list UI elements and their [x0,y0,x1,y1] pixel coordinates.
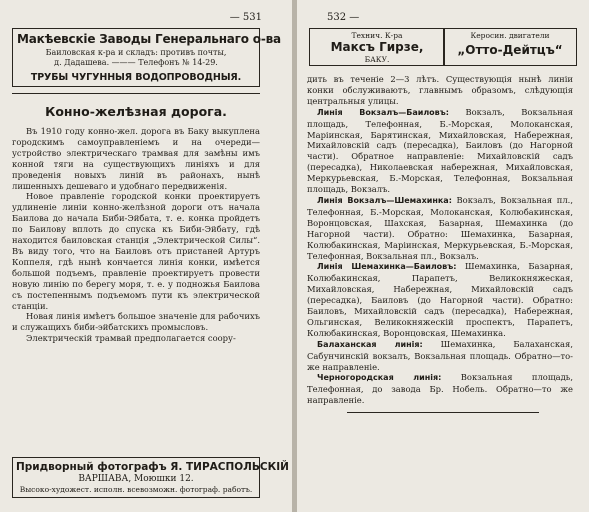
route-entry [307,195,573,261]
page-number: 532 — [327,12,360,23]
ad-city: ВАРШАВА, Моюшки 12. [78,474,194,484]
advertisement-hirze [309,28,445,66]
article-title: Конно-желѣзная дорога. [45,104,227,119]
ad-title: Макѣевскiе Заводы Генеральнаго о-ва [17,32,281,46]
route-label: Линiя Шемахинка—Баиловъ: [317,262,457,272]
route-label: Линiя Вокзалъ—Баиловъ: [317,107,449,117]
route-text: Вокзальная площадь, Телефонная, до завода Бр. Нобель. Обратно—то же направленiе. [307,372,573,406]
left-page [0,0,292,512]
route-label: Черногородская линiя: [317,373,442,383]
route-text: Шемахинка, Базарная, Колюбакинская, Парапетъ, Великокняжеская, Михайловская, Набережная, Михайловскiй садъ (пересадка), Баиловъ (до Нагорной части). Обратно: Баиловъ, Михайловскiй садъ (пересадка), Набережная, Ольгинская, Великокняжескiй проспектъ, Парапетъ, Колюбакинская, Воронцовская, Шемахинка. [307,261,573,338]
route-text: Вокзалъ, Вокзальная площадь, Телефонная, Б.-Морская, Молоканская, Марiинская, Барятинская, Михайловская, Набережная, Михайловскiй садъ (пересадка), Баиловъ (до Нагорной части). Обратное направленiе: Михайловскiй садъ (пересадка), Николаевская набережная, Михайловская, Меркурьевская, Б.-Морская, Телефонная, Вокзальная площадь, Вокзалъ. [307,106,573,195]
route-text: Шемахинка, Балаханская, Сабунчинскiй вокзалъ, Вокзальная площадь. Обратно—то-же направленiе. [307,338,573,372]
ad-city: БАКУ. [364,55,390,64]
route-entry [307,107,573,195]
ad-subtitle: Керосин. двигатели [470,31,550,40]
paragraph: Электрическiй трамвай предполагается соору- [26,333,236,344]
route-entry [307,261,573,338]
route-label: Балаханская линiя: [317,339,423,349]
paragraph: дить въ теченiе 2—3 лѣтъ. Существующiя нынѣ линiи конки обслуживаютъ, главнымъ образомъ, слѣдующiя центральныя улицы. [307,74,573,106]
ad-slogan: ТРУБЫ ЧУГУННЫЯ ВОДОПРОВОДНЫЯ. [30,72,242,83]
route-label: Линiя Вокзалъ—Шемахинка: [317,195,452,205]
route-entry [307,372,573,406]
paragraph: Въ 1910 году конно-жел. дорога въ Баку выкуплена городскимъ самоуправленiемъ и на очереди—устройство электрическаго трамвая для замѣны имъ конной тяги на существующихъ линiяхъ и для проведенiя новыхъ линiй въ районахъ, нынѣ лишенныхъ дешеваго и удобнаго передвиженiя. [12,126,260,191]
route-entry [307,339,573,373]
divider [12,93,260,94]
ad-address: Баиловская к-ра и складъ: противъ почты, [45,48,227,57]
ad-title: Придворный фотографъ Я. ТИРАСПОЛЬСКIЙ [16,461,289,473]
advertisement-makeevka [12,28,281,87]
paragraph: Новое правленiе городской конки проектируетъ удлиненiе линiи конно-желѣзной дороги отъ начала Баилова до начала Биби-Эйбата, т. е. конка пройдетъ по Баилову вплоть до спуска къ Биби-Эйбату, гдѣ находится баиловская станцiя „Электрической Силы“. Въ виду того, что на Баиловъ отъ пристаней Артуръ Коппеля, гдѣ нынѣ кончается линiя конки, имѣется большой подъемъ, правленiе проектируетъ провести новую линiю по берегу моря, т. е. у подножья Баилова съ постепеннымъ подъемомъ пути къ электрической станцiи. [12,191,260,311]
end-rule [347,412,539,413]
header-ads [307,28,577,68]
right-page [297,0,589,512]
routes-body [307,74,573,406]
ad-name: „Отто-Дейтцъ“ [457,43,563,57]
page-number: — 531 [229,12,262,23]
ad-phone: д. Дадашева. ——— Телефонъ № 14-29. [54,58,218,67]
paragraph: Новая линiя имѣетъ большое значенiе для рабочихъ и служащихъ биби-эйбатскихъ промысловъ. [12,311,260,333]
ad-subtitle: Технич. К-ра [351,31,403,40]
article-body [12,126,260,344]
ad-tagline: Высоко-художест. исполн. всевозможн. фотограф. работъ. [19,485,253,494]
advertisement-otto-deutz [443,28,577,66]
route-text: Вокзалъ, Вокзальная пл., Телефонная, Б.-Морская, Молоканская, Колюбакинская, Воронцовская, Шахская, Базарная, Шемахинка (до Нагорной части). Обратно: Шемахинка, Базарная, Колюбакинская, Марiинская, Меркурьевская, Б.-Морская, Телефонная, Вокзальная пл., Вокзалъ. [307,194,574,261]
ad-name: Максъ Гирзе, [330,40,424,54]
advertisement-photographer [12,457,289,498]
